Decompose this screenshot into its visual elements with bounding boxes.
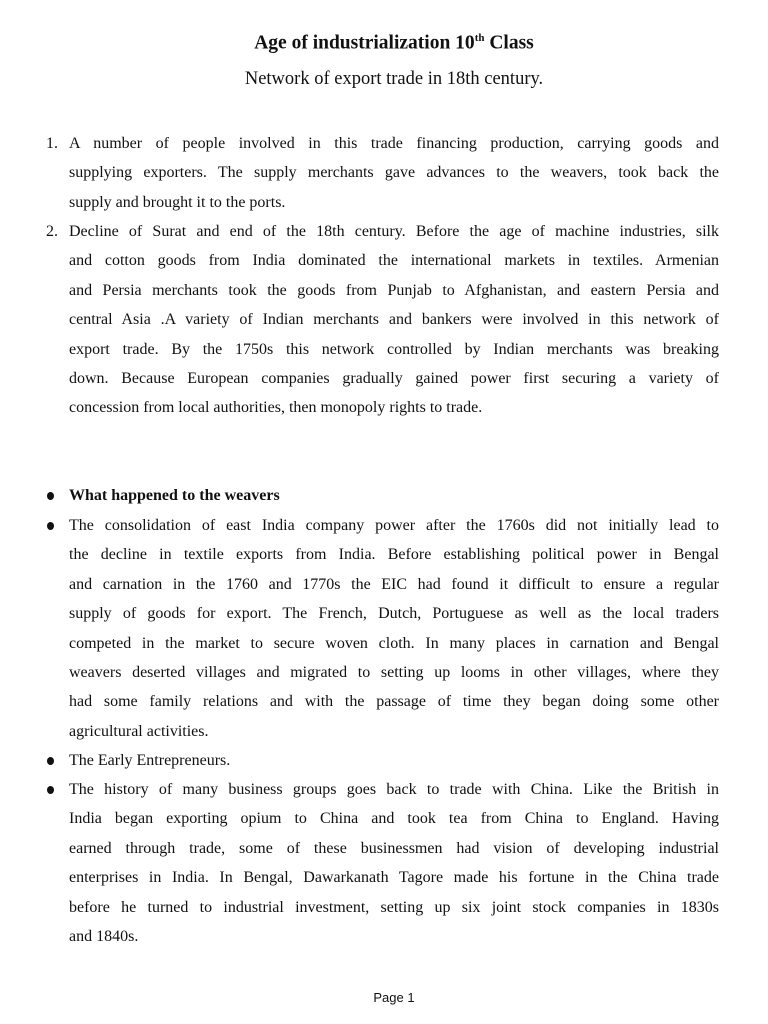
text-line: export trade. By the 1750s this network controlled by Indian merchants was breaking xyxy=(69,340,719,358)
text-line: down. Because European companies gradually gained power first securing a variety of xyxy=(69,369,719,387)
paragraph xyxy=(69,511,719,746)
text-line: supplying exporters. The supply merchants gave advances to the weavers, took back the xyxy=(69,164,719,182)
text-line: supply and brought it to the ports. xyxy=(69,193,286,211)
paragraph xyxy=(69,775,719,951)
text-line: had some family relations and with the passage of time they began doing some other xyxy=(69,693,719,711)
text-line: central Asia .A variety of Indian merchants and bankers were involved in this network of xyxy=(69,311,719,329)
bullet-icon xyxy=(47,522,54,530)
title-superscript: th xyxy=(474,32,485,44)
text-line: India began exporting opium to China and took tea from China to England. Having xyxy=(69,810,719,828)
text-line: concession from local authorities, then monopoly rights to trade. xyxy=(69,399,483,417)
text-line: and cotton goods from India dominated the international markets in textiles. Armenian xyxy=(69,252,719,270)
text-line: and Persia merchants took the goods from Punjab to Afghanistan, and eastern Persia and xyxy=(69,281,719,299)
list-number: 1. xyxy=(46,135,58,152)
text-line: enterprises in India. In Bengal, Dawarkanath Tagore made his fortune in the China trade xyxy=(69,869,719,887)
text-line: weavers deserted villages and migrated to setting up looms in other villages, where they xyxy=(69,663,719,681)
text-line: The Early Entrepreneurs. xyxy=(69,752,231,769)
bullet-icon xyxy=(47,757,54,765)
paragraph xyxy=(69,746,719,775)
text-line: The history of many business groups goes back to trade with China. Like the British in xyxy=(69,781,719,798)
text-line: and carnation in the 1760 and 1770s the EIC had found it difficult to ensure a regular xyxy=(69,575,719,593)
text-line: earned through trade, some of these businessmen had vision of developing industrial xyxy=(69,839,719,857)
list-number: 2. xyxy=(46,223,58,240)
text-line: the decline in textile exports from India. Before establishing political power in Bengal xyxy=(69,546,719,564)
text-line: Decline of Surat and end of the 18th century. Before the age of machine industries, silk xyxy=(69,223,719,240)
text-line: What happened to the weavers xyxy=(69,487,280,504)
bullet-icon xyxy=(47,786,54,794)
text-line: A number of people involved in this trade financing production, carrying goods and xyxy=(69,135,719,152)
page-number: Page 1 xyxy=(373,990,415,1005)
paragraph xyxy=(69,217,719,423)
title-suffix: Class xyxy=(484,32,534,54)
paragraph xyxy=(69,129,719,217)
document-title xyxy=(0,32,768,55)
text-line: competed in the market to secure woven cloth. In many places in carnation and Bengal xyxy=(69,634,719,652)
text-line: The consolidation of east India company power after the 1760s did not initially lead to xyxy=(69,517,719,534)
document-subtitle: Network of export trade in 18th century. xyxy=(244,69,544,89)
section-heading xyxy=(69,481,719,510)
text-line: before he turned to industrial investment, setting up six joint stock companies in 1830s xyxy=(69,898,719,916)
bullet-icon xyxy=(47,492,54,500)
text-line: agricultural activities. xyxy=(69,722,209,740)
text-line: supply of goods for export. The French, Dutch, Portuguese as well as the local traders xyxy=(69,605,719,623)
text-line: and 1840s. xyxy=(69,927,139,945)
title-text: Age of industrialization 10 xyxy=(254,32,475,54)
